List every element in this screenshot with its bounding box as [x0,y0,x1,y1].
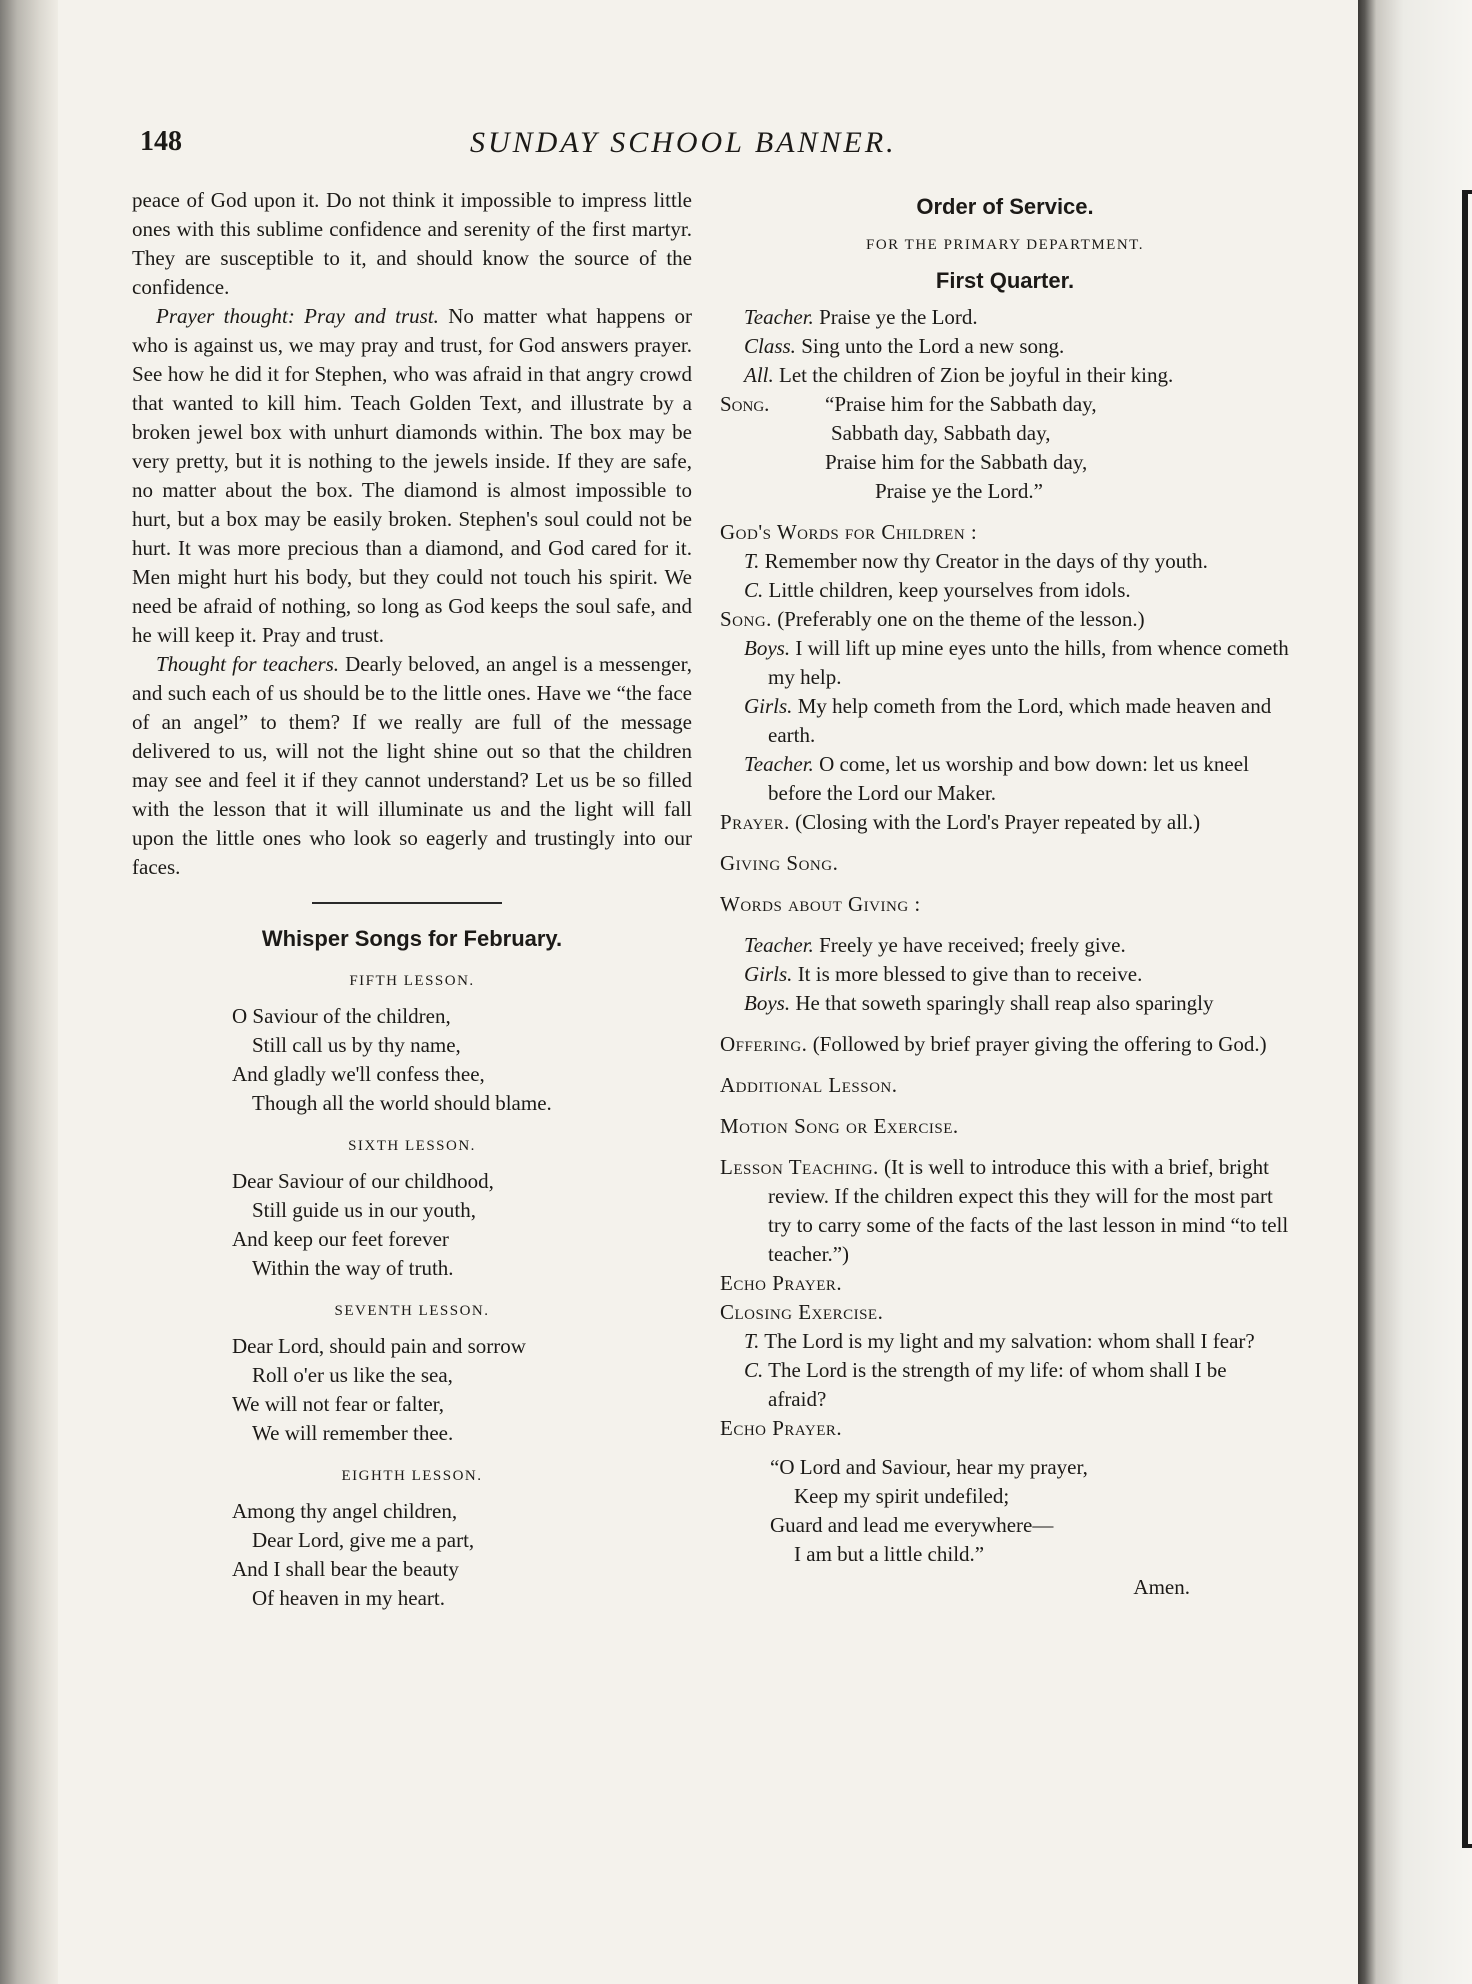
speaker-label: Teacher. [744,933,814,957]
lesson-verse [232,1497,692,1613]
line-text: Freely ye have received; freely give. [813,933,1126,957]
giving-teacher [744,931,1290,960]
line-text: Let the children of Zion be joyful in their king. [773,363,1174,387]
lesson-fifth [132,967,692,1118]
teachers-thought-text: Dearly beloved, an angel is a messenger, and such each of us should be to the little ones. Have we “the face of an angel” to them? If we really are full of the message delivered to us, will not the light shine out so that the children may see and feel it if they cannot understand? Let us be so filled with the lesson that it will illuminate us and the light will fall upon the little ones who look so eagerly and trustingly into our faces. [132,652,693,879]
verse-line: O Saviour of the children, [232,1004,451,1028]
spacer [720,1100,1290,1112]
gods-words-heading: God's Words for Children : [720,520,978,544]
speaker-label: Teacher. [744,752,814,776]
lesson-heading: EIGHTH LESSON. [341,1468,483,1484]
giving-boys [744,989,1290,1018]
verse-line: I am but a little child.” [794,1542,985,1566]
whisper-songs-title: Whisper Songs for February. [261,926,563,951]
closing-teacher [744,1327,1290,1356]
lesson-verse [232,1167,692,1283]
prayer-thought-label: Prayer thought: Pray and trust. [156,304,439,328]
motion-song: Motion Song or Exercise. [720,1114,959,1138]
closing-poem [770,1453,1290,1569]
line-text: My help cometh from the Lord, which made heaven and earth. [768,694,1272,747]
lesson-verse [232,1002,692,1118]
line-text: Sing unto the Lord a new song. [795,334,1065,358]
speaker-label: Boys. [744,636,791,660]
line-text: (Followed by brief prayer giving the offering to God.) [807,1032,1267,1056]
verse-line: And I shall bear the beauty [232,1557,459,1581]
speaker-label: C. [744,578,764,602]
paragraph-intro: peace of God upon it. Do not think it impossible to impress little ones with this sublime confidence and serenity of the first martyr. They are susceptible to it, and should know the source of the confidence. [132,188,692,299]
spacer [720,506,1290,518]
echo-prayer-2: Echo Prayer. [720,1416,843,1440]
line-text: I will lift up mine eyes unto the hills, from whence cometh my help. [768,636,1289,689]
lesson-verse [232,1332,692,1448]
lesson-heading: SEVENTH LESSON. [334,1303,490,1319]
prayer-tag: Prayer. [720,810,790,834]
spacer [720,1059,1290,1071]
verse-line: Of heaven in my heart. [252,1586,446,1610]
song-tag: Song. [720,392,770,416]
verse-line: Praise ye the Lord.” [875,479,1043,503]
verse-line: Sabbath day, Sabbath day, [831,421,1051,445]
line-text: He that soweth sparingly shall reap also sparingly [790,991,1214,1015]
verse-line: We will remember thee. [252,1421,454,1445]
prayer-thought-text: No matter what happens or who is against us, we may pray and trust, for God answers prayer. See how he did it for Stephen, who was afraid in that angry crowd that wanted to kill him. Teach Golden Text, and illustrate by a broken jewel box with unhurt diamonds within. The box may be very pretty, but it is nothing to the jewels inside. If they are safe, no matter about the box. The diamond is almost impossible to hurt, but a box may be easily broken. Stephen's soul could not be hurt. It was more precious than a diamond, and God cared for it. Men might hurt his body, but they could not touch his spirit. We need be afraid of nothing, so long as God keeps the soul safe, and he will keep it. Pray and trust. [132,304,693,647]
giving-girls [744,960,1290,989]
line-text: (It is well to introduce this with a brief, bright review. If the children expect this they will for the most part try to carry some of the facts of the last lesson in mind “to tell teacher.”) [768,1155,1289,1266]
teachers-thought-label: Thought for teachers. [156,652,340,676]
verse-line: And keep our feet forever [232,1227,449,1251]
speaker-label: C. [744,1358,764,1382]
verse-line: We will not fear or falter, [232,1392,445,1416]
line-text: Little children, keep yourselves from idols. [763,578,1131,602]
speaker-label: T. [744,1329,760,1353]
verse-line: Though all the world should blame. [252,1091,552,1115]
response-teacher [744,750,1290,808]
prayer-line [720,808,1290,837]
page-number: 148 [140,126,182,157]
verse-line: And gladly we'll confess thee, [232,1062,485,1086]
song-preferably [720,605,1290,634]
quarter-title: First Quarter. [935,268,1075,293]
verse-line: Still call us by thy name, [252,1033,461,1057]
song-tag: Song. [720,607,772,631]
verse-line: “Praise him for the Sabbath day, [825,392,1097,416]
opening-class [744,332,1290,361]
lesson-heading: SIXTH LESSON. [348,1138,476,1154]
left-column [132,186,692,1613]
speaker-label: All. [744,363,774,387]
line-text: Remember now thy Creator in the days of thy youth. [759,549,1208,573]
right-column [720,186,1290,1602]
verse-line: Among thy angel children, [232,1499,458,1523]
giving-song: Giving Song. [720,851,839,875]
response-boys [744,634,1290,692]
speaker-label: Teacher. [744,305,814,329]
spacer [720,919,1290,931]
speaker-label: T. [744,549,760,573]
paragraph-prayer-thought [132,302,692,650]
line-text: O come, let us worship and bow down: let us kneel before the Lord our Maker. [768,752,1249,805]
spacer [720,837,1290,849]
line-text: (Closing with the Lord's Prayer repeated by all.) [789,810,1201,834]
line-text: The Lord is my light and my salvation: whom shall I fear? [759,1329,1255,1353]
echo-prayer-1: Echo Prayer. [720,1271,843,1295]
department-subtitle: FOR THE PRIMARY DEPARTMENT. [866,237,1144,253]
lesson-teaching-tag: Lesson Teaching. [720,1155,879,1179]
speaker-label: Girls. [744,694,793,718]
closing-class [744,1356,1290,1414]
verse-line: “O Lord and Saviour, hear my prayer, [770,1455,1088,1479]
lesson-heading: FIFTH LESSON. [349,973,475,989]
verse-line: Guard and lead me everywhere— [770,1513,1054,1537]
song-block [720,390,1290,506]
page-header [140,126,980,166]
lesson-eighth [132,1462,692,1613]
spacer [720,878,1290,890]
verse-line: Still guide us in our youth, [252,1198,477,1222]
speaker-label: Boys. [744,991,791,1015]
line-text: The Lord is the strength of my life: of whom shall I be afraid? [763,1358,1227,1411]
running-title: SUNDAY SCHOOL BANNER. [470,126,897,159]
offering-tag: Offering. [720,1032,808,1056]
gods-words-class [744,576,1290,605]
words-about-giving-heading: Words about Giving : [720,892,921,916]
lesson-teaching [720,1153,1290,1269]
spacer [720,1018,1290,1030]
verse-line: Dear Lord, should pain and sorrow [232,1334,526,1358]
song-verses [825,390,1097,506]
verse-line: Praise him for the Sabbath day, [825,450,1088,474]
gods-words-teacher [744,547,1290,576]
opening-all [744,361,1290,390]
verse-line: Within the way of truth. [252,1256,454,1280]
spacer [720,1141,1290,1153]
verse-line: Keep my spirit undefiled; [794,1484,1010,1508]
opening-teacher [744,303,1290,332]
speaker-label: Class. [744,334,796,358]
speaker-label: Girls. [744,962,793,986]
page-edge-shadow [1358,0,1472,1984]
lesson-seventh [132,1297,692,1448]
order-of-service-title: Order of Service. [916,194,1094,219]
verse-line: Dear Saviour of our childhood, [232,1169,494,1193]
paragraph-teachers [132,650,692,882]
verse-line: Roll o'er us like the sea, [252,1363,453,1387]
line-text: It is more blessed to give than to receive. [792,962,1143,986]
line-text: (Preferably one on the theme of the lesson.) [771,607,1145,631]
additional-lesson: Additional Lesson. [720,1073,898,1097]
book-gutter-shadow [0,0,58,1984]
facing-page-frame [1462,190,1472,1848]
line-text: Praise ye the Lord. [813,305,978,329]
verse-line: Dear Lord, give me a part, [252,1528,475,1552]
response-girls [744,692,1290,750]
section-divider [312,902,502,904]
offering-line [720,1030,1290,1059]
lesson-sixth [132,1132,692,1283]
amen: Amen. [1133,1575,1190,1599]
closing-exercise-heading: Closing Exercise. [720,1300,884,1324]
